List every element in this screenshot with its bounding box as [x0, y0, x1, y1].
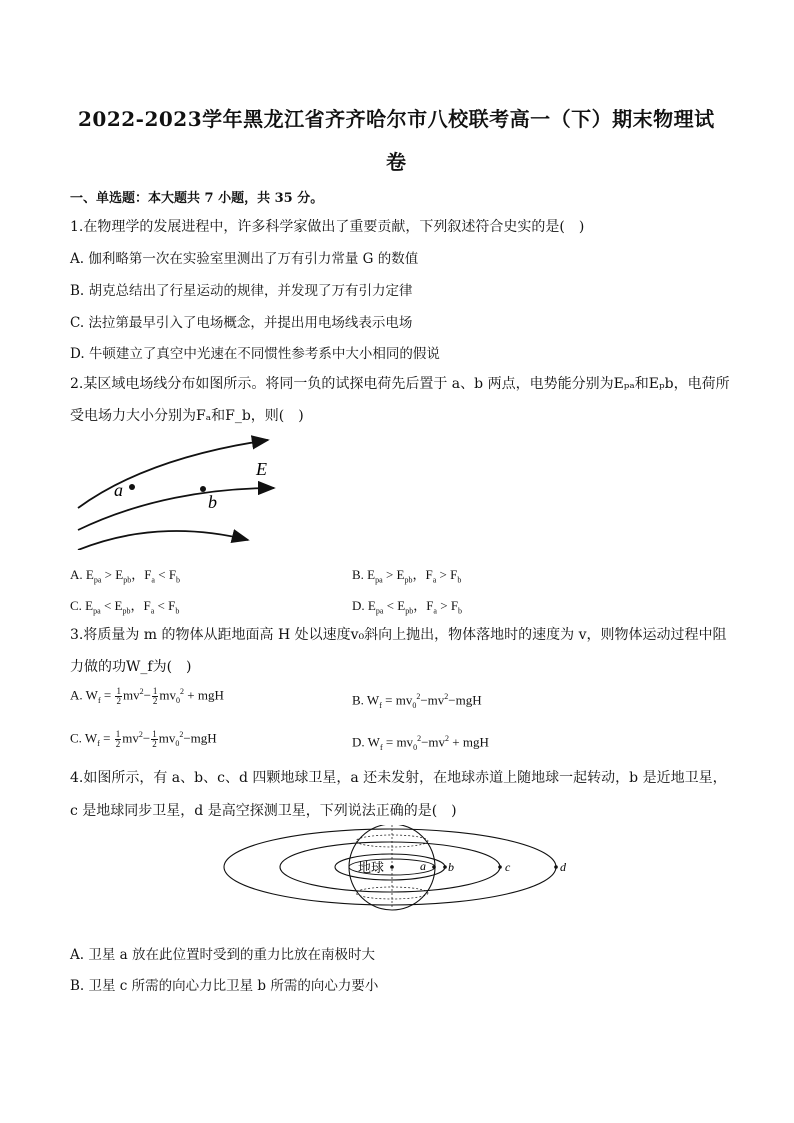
earth-center-dot	[390, 865, 394, 869]
q1-option-d: D. 牛顿建立了真空中光速在不同惯性参考系中大小相同的假说	[70, 346, 440, 362]
q2-stem-line1: 2.某区域电场线分布如图所示。将同一负的试探电荷先后置于 a、b 两点，电势能分别为Eₚₐ和Eₚb，电荷所	[70, 376, 730, 392]
paper-title-line2: 卷	[386, 150, 407, 174]
q1-option-b: B. 胡克总结出了行星运动的规律，并发现了万有引力定律	[70, 283, 413, 299]
satellite-b-label: b	[448, 860, 454, 874]
point-a-label: a	[114, 480, 123, 500]
satellite-d-dot	[554, 865, 558, 869]
q3-option-a: A. $W_f$ = $\frac{1}{2}$ $mv^2-$ $\frac{1}{2}$ $mv_0^2$ + mgH	[70, 686, 224, 706]
point-b-dot	[200, 486, 206, 492]
q3-option-b: B. $W_f = mv_0^2-mv^2-mgH$	[352, 692, 482, 710]
q2-option-b: B. $E_{pa} > E_{pb}$，$F_a > F_b$	[352, 567, 462, 585]
electric-field-diagram	[70, 430, 290, 550]
q2-option-d: D. $E_{pa} < E_{pb}$，$F_a > F_b$	[352, 598, 463, 616]
q3-stem-line1: 3.将质量为 m 的物体从距地面高 H 处以速度v₀斜向上抛出，物体落地时的速度为 v，则物体运动过程中阻	[70, 627, 727, 643]
field-line-bottom	[78, 531, 248, 550]
q4-stem-line1: 4.如图所示，有 a、b、c、d 四颗地球卫星，a 还未发射，在地球赤道上随地球一起转动，b 是近地卫星，	[70, 770, 727, 786]
q1-option-a: A. 伽利略第一次在实验室里测出了万有引力常量 G 的数值	[70, 251, 419, 267]
satellite-a-dot	[432, 865, 436, 869]
earth-label: 地球	[358, 860, 385, 875]
q1-stem: 1.在物理学的发展进程中，许多科学家做出了重要贡献，下列叙述符合史实的是( )	[70, 219, 585, 235]
satellite-a-label: a	[420, 859, 426, 873]
satellite-c-label: c	[505, 860, 511, 874]
field-line-middle	[78, 488, 274, 530]
satellite-d-label: d	[560, 860, 566, 874]
q4-option-a: A. 卫星 a 放在此位置时受到的重力比放在南极时大	[70, 947, 375, 963]
q2-option-a: A. $E_{pa} > E_{pb}$，$F_a < F_b$	[70, 567, 181, 585]
q2-stem-line2: 受电场力大小分别为Fₐ和F_b，则( )	[70, 408, 304, 424]
orbit-b	[335, 854, 445, 880]
satellite-orbit-diagram	[222, 825, 582, 915]
q3-stem-line2: 力做的功W_f为( )	[70, 659, 192, 675]
paper-title-line1: 2022-2023学年黑龙江省齐齐哈尔市八校联考高一（下）期末物理试	[78, 107, 715, 131]
q1-option-c: C. 法拉第最早引入了电场概念，并提出用电场线表示电场	[70, 315, 413, 331]
q2-option-c: C. $E_{pa} < E_{pb}$，$F_a < F_b$	[70, 598, 180, 616]
satellite-c-dot	[498, 865, 502, 869]
satellite-b-dot	[443, 865, 447, 869]
q3-option-d: D. $W_f = mv_0^2-mv^2$ + mgH	[352, 734, 489, 752]
q4-option-b: B. 卫星 c 所需的向心力比卫星 b 所需的向心力要小	[70, 978, 379, 994]
q3-option-c: C. $W_f$ = $\frac{1}{2}$ $mv^2-$ $\frac{1}{2}$ $mv_0^2-mgH$	[70, 729, 217, 749]
orbit-c	[280, 842, 500, 892]
point-b-label: b	[208, 492, 217, 512]
q4-stem-line2: c 是地球同步卫星，d 是高空探测卫星，下列说法正确的是( )	[70, 803, 457, 819]
section-heading: 一、单选题：本大题共 7 小题，共 35 分。	[70, 191, 324, 206]
field-label-e: E	[256, 459, 267, 479]
point-a-dot	[129, 484, 135, 490]
